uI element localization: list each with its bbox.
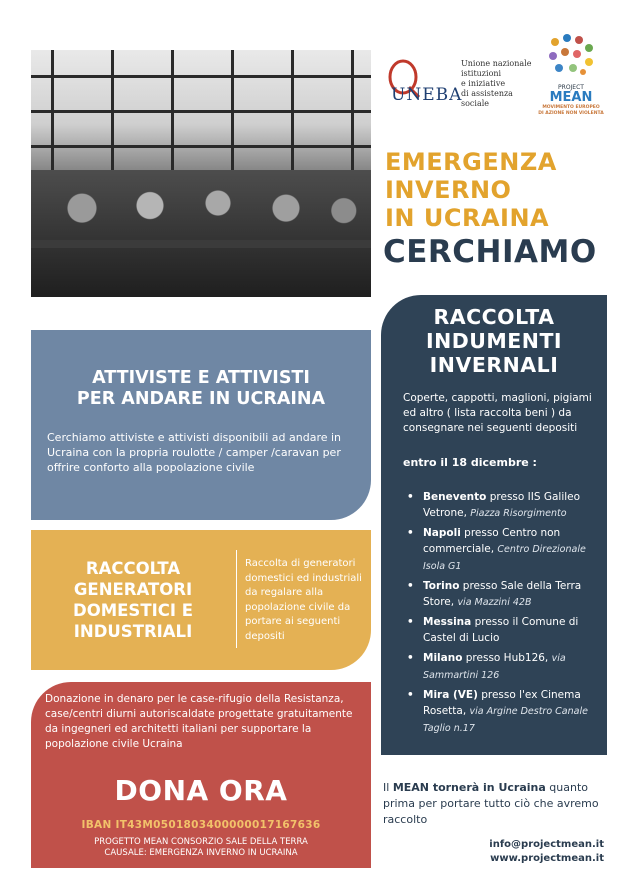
list-item: • Messina presso il Comune di Castel di Lucio	[407, 616, 579, 644]
list-item: • Mira (VE) presso l'ex Cinema Rosetta, via Argine Destro Canale Taglio n.17	[407, 689, 588, 734]
activists-title: ATTIVISTE E ATTIVISTI PER ANDARE IN UCRAINA	[76, 368, 326, 409]
donation-section	[31, 682, 371, 868]
website-link[interactable]: www.projectmean.it	[490, 853, 604, 864]
clothes-deadline: entro il 18 dicembre :	[403, 456, 537, 469]
uneba-wordmark: UNEBA	[391, 85, 463, 105]
depot-list	[403, 489, 599, 740]
list-item: • Milano presso Hub126, via Sammartini 126	[407, 652, 566, 681]
donation-org: PROGETTO MEAN CONSORZIO SALE DELLA TERRA CAUSALE: EMERGENZA INVERNO IN UCRAINA	[94, 837, 308, 858]
footer-note: Il MEAN tornerà in Ucraina quanto prima per portare tutto ciò che avremo raccolto	[383, 781, 599, 826]
list-item: • Benevento presso IIS Galileo Vetrone, Piazza Risorgimento	[407, 491, 581, 519]
mean-logo-dots-icon	[545, 32, 597, 78]
donation-text: Donazione in denaro per le case-rifugio della Resistanza, case/centri diurni autoriscaldate progettate gratuitamente da ingegneri ed architetti italiani per supportare la popolazione civile Ucraina	[45, 693, 353, 750]
activists-text: Cerchiamo attiviste e attivisti disponibili ad andare in Ucraina con la propria roulotte / camper /caravan per offrire conforto alla popolazione civile	[47, 431, 342, 474]
mean-logo-tagline-2: DI AZIONE NON VIOLENTA	[538, 111, 604, 116]
list-item: • Torino presso Sale della Terra Store, via Mazzini 42B	[407, 580, 582, 608]
mean-logo-project: PROJECT	[558, 84, 584, 91]
email-link[interactable]: info@projectmean.it	[489, 839, 604, 850]
clothes-title: RACCOLTA INDUMENTI INVERNALI	[425, 305, 563, 377]
generators-title: RACCOLTA GENERATORI DOMESTICI E INDUSTRIALI	[73, 559, 193, 641]
mean-logo-tagline-1: MOVIMENTO EUROPEO	[542, 105, 600, 110]
list-item: • Napoli presso Centro non commerciale, Centro Direzionale Isola G1	[407, 527, 586, 572]
hero-photo-crowd	[31, 50, 371, 297]
clothes-intro: Coperte, cappotti, maglioni, pigiami ed altro ( lista raccolta beni ) da consegnare nei seguenti depositi	[403, 392, 592, 434]
uneba-description: Unione nazionale istituzioni e iniziative di assistenza sociale	[461, 59, 532, 108]
contacts	[430, 838, 604, 866]
dona-ora-cta: DONA ORA	[114, 774, 288, 807]
clothes-section	[381, 295, 607, 755]
generators-text: Raccolta di generatori domestici ed industriali da regalare alla popolazione civile da portare ai seguenti depositi	[245, 558, 362, 642]
cerchiamo-title: CERCHIAMO	[383, 234, 597, 270]
mean-logo	[538, 32, 604, 132]
uneba-logo	[383, 55, 543, 110]
generators-divider	[236, 550, 237, 648]
emergency-title: EMERGENZA INVERNO IN UCRAINA	[385, 148, 557, 232]
generators-section	[31, 530, 371, 670]
activists-section	[31, 330, 371, 520]
iban-code: IBAN IT43M0501803400000017167636	[81, 819, 321, 831]
mean-logo-word: MEAN	[549, 90, 593, 105]
